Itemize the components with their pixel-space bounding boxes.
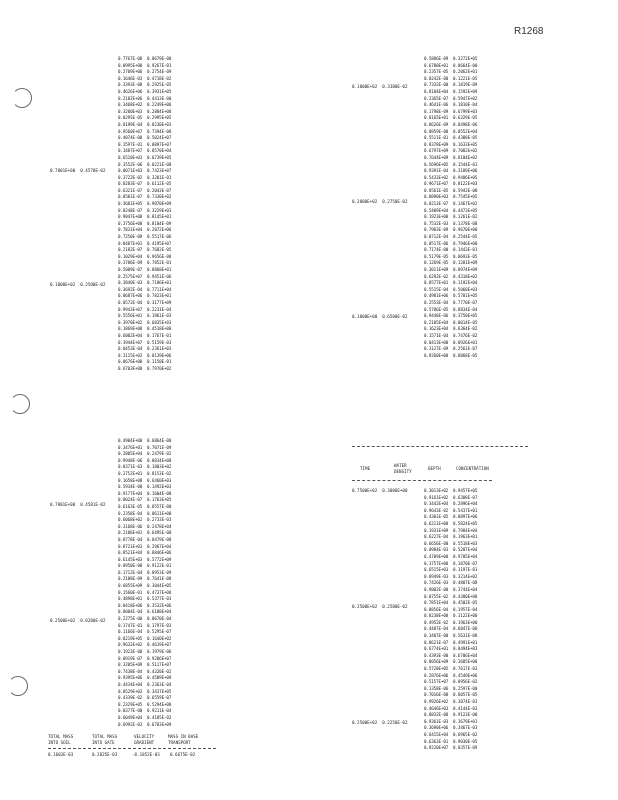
data-row-texture: 0.2275E-00 0.0670E-04 xyxy=(118,616,172,622)
data-row-texture: 0.3468E+02 0.2249E+06 xyxy=(118,102,172,108)
data-row-texture: 0.8521E+04 0.8846E+06 xyxy=(118,550,172,556)
data-row-texture: 0.6049E+04 0.4185E-02 xyxy=(118,714,172,720)
data-row-texture: 0.8626E-09 0.8498E-06 xyxy=(424,121,478,127)
data-row-texture: 0.1269E-05 0.1281E+09 xyxy=(424,260,478,266)
data-row-texture: 0.6992E-03 0.6783E+09 xyxy=(118,721,172,727)
data-row-texture: 0.8949E-03 0.3214E+02 xyxy=(424,573,478,579)
data-row-texture: 0.2329E+05 0.5294E+08 xyxy=(118,701,172,707)
punch-hole-middle xyxy=(10,394,30,414)
data-row-texture: 0.7767E-08 0.0679E-00 xyxy=(118,56,172,61)
data-row-texture: 0.3168E-06 0.2478E+04 xyxy=(118,523,172,529)
data-row-texture: 0.0242E-00 0.1221E-05 xyxy=(424,75,478,81)
data-row-texture: 0.1869E+08 0.4518E+00 xyxy=(118,326,172,332)
data-row-texture: 0.0890E+03 0.7545E+05 xyxy=(424,194,478,200)
data-row-texture: 0.6211E+08 0.5824E+05 xyxy=(424,520,478,526)
data-row-texture: 0.2182E-07 0.7682E-05 xyxy=(118,247,172,253)
data-row-texture: 0.2358E-04 0.0611E+00 xyxy=(118,510,172,516)
data-row-texture: 0.3756E+00 0.8104E-09 xyxy=(118,220,172,226)
footer-total-mass-soil: TOTAL MASS INTO SOIL xyxy=(48,734,74,745)
data-row-texture: 0.8778E-04 0.0479E-08 xyxy=(118,536,172,542)
data-row-texture: 0.0413E+00 0.0926E+01 xyxy=(424,339,478,345)
data-row-texture: 0.9220E+07 0.8357E-09 xyxy=(424,745,478,751)
data-row-texture: 0.4709E+00 0.9705E+04 xyxy=(424,553,478,559)
data-row-texture: 0.4301E-05 0.0897E+06 xyxy=(424,514,478,520)
data-row-texture: 0.3692E-04 0.7711E+04 xyxy=(118,286,172,292)
data-row-texture: 0.3786E-09 0.7852E-01 xyxy=(118,260,172,266)
footer-velocity-gradient: VELOCITY GRADIENT xyxy=(134,734,155,745)
data-column-bottom-right xyxy=(424,488,477,752)
data-row-texture: 0.9161E+02 0.6388E-07 xyxy=(424,494,478,500)
group-label: 0.1000E+02 0.3300E-02 xyxy=(352,84,408,89)
data-row-texture: 0.8248E-07 0.3229E+03 xyxy=(118,207,172,213)
data-row-texture: 0.8950E-08 0.9122E-01 xyxy=(118,563,172,569)
data-row-texture: 0.5511E-01 0.4388E-05 xyxy=(424,135,478,141)
data-row-texture: 0.9047E+00 0.8145E+01 xyxy=(118,214,172,220)
data-row-texture: 0.7438E-04 0.4320E-02 xyxy=(118,668,172,674)
group-label: 0.1000E+00 0.6500E-02 xyxy=(352,314,408,319)
data-row-texture: 0.4981E+06 0.5701E+05 xyxy=(424,293,478,299)
data-row-texture: 0.5556E+01 0.1961E-03 xyxy=(118,313,172,319)
header-concentration: CONCENTRATION xyxy=(456,466,489,471)
data-column-bottom-left xyxy=(118,438,171,728)
data-row-texture: 0.7016E-08 0.8057E-05 xyxy=(424,692,478,698)
data-row-texture: 0.8501E-07 0.7330E+02 xyxy=(118,194,172,200)
data-row-texture: 0.7532E-03 0.1378E-08 xyxy=(424,220,478,226)
group-label: 0.7801E+00 0.4581E-02 xyxy=(50,502,106,507)
data-row-texture: 0.7332E-00 0.1819E-09 xyxy=(424,82,478,88)
data-row-texture: 0.9802E-00 0.3744E+04 xyxy=(424,586,478,592)
data-row-texture: 0.8577E+01 0.1192E+04 xyxy=(424,280,478,286)
data-row-texture: 0.0687E+06 0.7823E+01 xyxy=(118,293,172,299)
data-row-texture: 0.9943E+07 0.2231E-04 xyxy=(118,306,172,312)
data-row-texture: 0.6068E+02 0.2733E-03 xyxy=(118,517,172,523)
data-row-texture: 0.9448E-06 0.3750E+05 xyxy=(424,313,478,319)
data-row-texture: 0.4646E+03 0.4144E-03 xyxy=(424,705,478,711)
data-row-texture: 0.3722E-02 0.3201E-01 xyxy=(118,174,172,180)
data-row-texture: 0.6363E-01 0.9030E-05 xyxy=(424,738,478,744)
data-row-texture: 0.9395E+06 0.4589E+09 xyxy=(118,675,172,681)
data-row-texture: 0.7644E+09 0.8104E+02 xyxy=(424,154,478,160)
footer-value: 0.2825E-03 xyxy=(92,752,118,757)
group-label: 0.7801E+00 0.4578E-02 xyxy=(50,168,106,173)
data-row-texture: 0.3200E+03 0.2884E+08 xyxy=(118,108,172,114)
data-row-texture: 0.0676E+08 0.1150E-01 xyxy=(118,359,172,365)
header-water-density: WATER DENSITY xyxy=(394,463,412,474)
data-row-texture: 0.8721E+03 0.2967E+04 xyxy=(118,543,172,549)
data-row-texture: 0.4626E+06 0.3931E+05 xyxy=(118,88,172,94)
data-row-texture: 0.3840E-03 0.7186E+01 xyxy=(118,280,172,286)
data-row-texture: 0.7174E-00 0.1443E-01 xyxy=(424,247,478,253)
data-row-texture: 0.6002E+04 0.1767E-01 xyxy=(118,332,172,338)
data-row-texture: 0.9560E+07 0.7394E-08 xyxy=(118,128,172,134)
data-row-texture: 0.0572E-04 0.3177E+09 xyxy=(118,299,172,305)
data-row-texture: 0.8832E-08 0.9123E-00 xyxy=(424,712,478,718)
data-row-texture: 0.0165E+01 0.6329E-05 xyxy=(424,115,478,121)
data-row-texture: 0.8084E-04 0.6188E+04 xyxy=(118,609,172,615)
data-row-texture: 0.4898E+01 0.5377E-03 xyxy=(118,596,172,602)
data-row-texture: 0.4434E+04 0.2363E-04 xyxy=(118,681,172,687)
data-row-texture: 0.8056E+09 0.3685E+08 xyxy=(424,659,478,665)
data-row-texture: 0.0071E+03 0.7423E+07 xyxy=(118,168,172,174)
data-row-texture: 0.1646E-03 0.4718E-02 xyxy=(118,75,172,81)
data-row-texture: 0.3487E-00 0.5631E-08 xyxy=(424,633,478,639)
data-row-texture: 0.2709E+06 0.2754E-09 xyxy=(118,69,172,75)
data-row-texture: 0.0213E-07 0.1467E+02 xyxy=(424,201,478,207)
data-row-texture: 0.4641E-06 0.1810E-04 xyxy=(424,102,478,108)
data-row-texture: 0.1571E-04 0.7476E-02 xyxy=(424,332,478,338)
data-row-texture: 0.1931E+09 0.7984E+04 xyxy=(424,527,478,533)
data-row-texture: 0.1658E+08 0.6460E+03 xyxy=(118,477,172,483)
data-row-texture: 0.8219E+05 0.1640E+02 xyxy=(118,635,172,641)
data-row-texture: 0.3011E+09 0.0974E+09 xyxy=(424,267,478,272)
punch-hole-bottom xyxy=(8,676,28,696)
data-row-texture: 0.8238E+08 0.1122E+00 xyxy=(424,613,478,619)
data-row-texture: 0.9632E+02 0.4619E+07 xyxy=(118,642,172,648)
data-row-texture: 0.2182E+06 0.4413E-00 xyxy=(118,95,172,101)
data-row-texture: 0.3690E+06 0.3467E-03 xyxy=(424,725,478,731)
data-row-texture: 0.5515E-04 0.5060E+03 xyxy=(424,286,478,292)
data-row-texture: 0.5934E-00 0.1492E+03 xyxy=(118,484,172,490)
data-row-texture: 0.8856E-04 0.1957E-04 xyxy=(424,606,478,612)
data-row-texture: 0.1560E-01 0.4737E+08 xyxy=(118,589,172,595)
data-row-texture: 0.0984E-03 0.5207E+04 xyxy=(424,547,478,553)
data-row-texture: 0.1923E-00 0.1979E-06 xyxy=(118,649,172,654)
data-row-texture: 0.0199E-04 0.8230E+03 xyxy=(118,121,172,127)
data-row-texture: 0.1623E+04 0.6364E-02 xyxy=(424,326,478,332)
data-row-texture: 0.3127E-09 0.2561E-07 xyxy=(424,346,478,352)
data-row-texture: 0.1798E-09 0.6799E+03 xyxy=(424,108,478,114)
data-row-texture: 0.1166E-04 0.5295E-07 xyxy=(118,629,172,635)
data-row-texture: 0.0418E+06 0.3532E+06 xyxy=(118,602,172,608)
page-reference: R1268 xyxy=(514,26,544,37)
data-row-texture: 0.5886E-09 0.3272E+05 xyxy=(424,56,478,61)
footer-rule xyxy=(48,748,216,749)
data-row-texture: 0.5409E+04 0.4473E+05 xyxy=(424,207,478,213)
data-row-texture: 0.3597E-01 0.0897E+07 xyxy=(118,141,172,147)
data-row-texture: 0.4074E-00 0.5024E+07 xyxy=(118,135,172,141)
data-row-texture: 0.2106E+01 0.6495E-00 xyxy=(118,530,172,536)
data-row-texture: 0.6321E-07 0.2043E-07 xyxy=(118,187,172,193)
data-row-texture: 0.3944E+07 0.5159E-03 xyxy=(118,339,172,345)
data-row-texture: 0.6780E+01 0.8664E-00 xyxy=(424,62,478,68)
data-row-texture: 0.3476E+01 0.7071E-09 xyxy=(118,444,172,450)
data-row-texture: 0.1029E+04 0.9656E-08 xyxy=(118,253,172,259)
data-row-texture: 0.7831E+04 0.2072E+06 xyxy=(118,227,172,233)
data-row-texture: 0.2752E+01 0.8153E-02 xyxy=(118,470,172,476)
header-time: TIME xyxy=(360,466,371,471)
data-row-texture: 0.1747E-01 0.1797E-03 xyxy=(118,622,172,628)
data-row-texture: 0.4393E-00 0.6706E+04 xyxy=(424,652,478,658)
data-row-texture: 0.0995E+00 0.9267E-01 xyxy=(118,62,172,68)
data-row-texture: 0.3681E+05 0.9870E+09 xyxy=(118,201,172,207)
data-row-texture: 0.2876E+06 0.4549E+06 xyxy=(424,672,478,678)
header-depth: DEPTH xyxy=(428,466,441,471)
data-row-texture: 0.5009E-07 0.8868E+01 xyxy=(118,267,172,272)
data-row-texture: 0.6855E+09 0.3044E+05 xyxy=(118,583,172,589)
data-row-texture: 0.6227E-04 0.1963E+01 xyxy=(424,534,478,540)
data-row-texture: 0.6797E+09 0.7082E+02 xyxy=(424,148,478,154)
data-row-texture: 0.2365E-07 0.5947E+02 xyxy=(424,95,478,101)
footer-value: 0.6675E-02 xyxy=(170,752,196,757)
data-row-texture: 0.2188E-09 0.7641E-08 xyxy=(118,576,172,582)
data-row-texture: 0.5786E-05 0.8834E-04 xyxy=(424,306,478,312)
footer-total-mass-gate: TOTAL MASS INTO GATE xyxy=(92,734,118,745)
data-row-texture: 0.9391E-04 0.3189E+06 xyxy=(424,168,478,174)
data-row-texture: 0.9361E-03 0.3679E+01 xyxy=(424,718,478,724)
group-label: 0.1000E+02 0.2500E-02 xyxy=(50,282,106,287)
data-row-texture: 0.0755E-02 0.4380E+08 xyxy=(424,593,478,599)
data-row-texture: 0.6415E+04 0.6965E-02 xyxy=(424,731,478,737)
data-row-texture: 0.0371E-03 0.1803E+02 xyxy=(118,464,172,470)
group-label: 0.7500E+02 0.3000E+00 xyxy=(352,488,408,493)
footer-value: -0.1852E-03 xyxy=(132,752,160,757)
footer-value: 0.1602E-03 xyxy=(48,752,74,757)
data-row-texture: 0.3393E-08 0.2925E-05 xyxy=(118,82,172,88)
data-row-texture: 0.6774E+01 0.8494E+03 xyxy=(424,646,478,652)
data-row-texture: 0.2575E+07 0.9451E-06 xyxy=(118,273,172,279)
data-row-texture: 0.9643E-02 0.5437E+01 xyxy=(424,507,478,513)
data-row-texture: 0.1712E-04 0.8953E-09 xyxy=(118,569,172,575)
footer-mass-in-base: MASS IN BASE TRANSPORT xyxy=(168,734,199,745)
data-row-texture: 0.1923E+00 0.1261E-02 xyxy=(424,214,478,220)
data-row-texture: 0.7903E-09 0.9670E+00 xyxy=(424,227,478,233)
data-row-texture: 0.7851E+04 0.4502E-05 xyxy=(424,600,478,606)
data-row-texture: 0.4487E-04 0.6847E-00 xyxy=(424,626,478,632)
data-row-texture: 0.3552E-06 0.0221E-08 xyxy=(118,161,172,167)
data-row-texture: 0.1358E-06 0.2597E-00 xyxy=(424,685,478,691)
data-row-texture: 0.0712E-04 0.2544E-05 xyxy=(424,234,478,240)
data-row-texture: 0.0919E-07 0.9286E+07 xyxy=(118,655,172,661)
data-row-texture: 0.8378E+09 0.1633E+05 xyxy=(424,141,478,147)
data-row-texture: 0.5179E-05 0.0693E-05 xyxy=(424,253,478,259)
data-row-texture: 0.9948E-06 0.8834E+08 xyxy=(118,457,172,463)
table-rule-top xyxy=(352,446,528,447)
data-row-texture: 0.0529E+03 0.3437E+05 xyxy=(118,688,172,694)
data-row-texture: 0.6703E+08 0.7970E+02 xyxy=(118,365,172,371)
data-row-texture: 0.8184E+04 0.1592E+09 xyxy=(424,88,478,94)
data-row-texture: 0.0959E-00 0.8552E+04 xyxy=(424,128,478,134)
data-row-texture: 0.1487E+07 0.8570E+04 xyxy=(118,148,172,154)
data-row-texture: 0.3970E+02 0.6835E+03 xyxy=(118,319,172,325)
group-label: 0.2000E+02 0.2750E-02 xyxy=(352,199,408,204)
data-row-texture: 0.7250E-09 0.5517E-06 xyxy=(118,234,172,240)
data-row-texture: 0.3205E+09 0.5117E+07 xyxy=(118,662,172,668)
data-row-texture: 0.5433E+02 0.9486E+05 xyxy=(424,174,478,180)
group-label: 0.2500E+02 0.2250E-02 xyxy=(352,720,408,725)
data-row-texture: 0.2553E-04 0.7770E-07 xyxy=(424,299,478,305)
data-row-texture: 0.6145E+03 0.5772E+09 xyxy=(118,556,172,562)
data-row-texture: 0.3757E+08 0.1870E-07 xyxy=(424,560,478,566)
data-row-texture: 0.4904E+00 0.6864E-00 xyxy=(118,438,172,443)
data-row-texture: 0.9671E+07 0.8122E+03 xyxy=(424,181,478,187)
data-row-texture: 0.8621E-07 0.4991E+01 xyxy=(424,639,478,645)
data-row-texture: 0.9177E+04 0.1604E-08 xyxy=(118,490,172,496)
data-row-texture: 0.0024E-07 0.1763E+05 xyxy=(118,497,172,503)
data-row-texture: 0.0295E-05 0.2995E+05 xyxy=(118,115,172,121)
data-row-texture: 0.2105E+04 0.0014E-05 xyxy=(424,319,478,325)
data-row-texture: 0.9926E+02 0.3074E-03 xyxy=(424,699,478,704)
punch-hole-top xyxy=(12,88,32,108)
data-row-texture: 0.2357E-05 0.2062E+01 xyxy=(424,69,478,75)
data-row-texture: 0.6163E-05 0.8557E-00 xyxy=(118,503,172,509)
data-row-texture: 0.7426E-03 0.4807E-08 xyxy=(424,580,478,586)
data-row-texture: 0.5157E+07 0.0956E-02 xyxy=(424,679,478,685)
data-row-texture: 0.6656E-00 0.5518E+03 xyxy=(424,540,478,546)
table-rule-header xyxy=(352,480,492,481)
data-row-texture: 0.2805E+04 0.2479E-02 xyxy=(118,451,172,457)
data-row-texture: 0.3442E+04 0.2896E+04 xyxy=(424,501,478,507)
data-row-texture: 0.0283E-07 0.6112E-05 xyxy=(118,181,172,187)
data-row-texture: 0.4952E-02 0.1963E+00 xyxy=(424,619,478,625)
data-row-texture: 0.5696E+05 0.1544E-01 xyxy=(424,161,478,167)
data-row-texture: 0.6515E+03 0.1197E-01 xyxy=(424,567,478,573)
data-row-texture: 0.5728E+05 0.7617E-03 xyxy=(424,666,478,672)
data-row-texture: 0.3013E+02 0.9457E+05 xyxy=(424,488,478,493)
data-row-texture: 0.0377E-00 0.9211E-04 xyxy=(118,708,172,714)
group-label: 0.2500E+02 0.8200E-02 xyxy=(50,618,106,623)
data-column-top-right xyxy=(424,56,477,359)
data-row-texture: 0.0453E-04 0.2361E+03 xyxy=(118,346,172,352)
data-row-texture: 0.6510E+03 0.6739E+05 xyxy=(118,154,172,160)
data-row-texture: 0.8561E-05 0.5943E-08 xyxy=(424,187,478,193)
data-column-top-left xyxy=(118,56,171,373)
data-row-texture: 0.0517E-06 0.7946E+00 xyxy=(424,240,478,246)
group-label: 0.2500E+02 0.2500E-02 xyxy=(352,604,408,609)
data-row-texture: 0.3115E+03 0.8139E+06 xyxy=(118,352,172,358)
data-row-texture: 0.0487E+01 0.4195E+07 xyxy=(118,240,172,246)
data-row-texture: 0.6292E-02 0.4318E+02 xyxy=(424,273,478,279)
data-row-texture: 0.4339E-02 0.6559E-07 xyxy=(118,695,172,701)
data-row-texture: 0.9260E+08 0.8868E-05 xyxy=(424,352,478,358)
